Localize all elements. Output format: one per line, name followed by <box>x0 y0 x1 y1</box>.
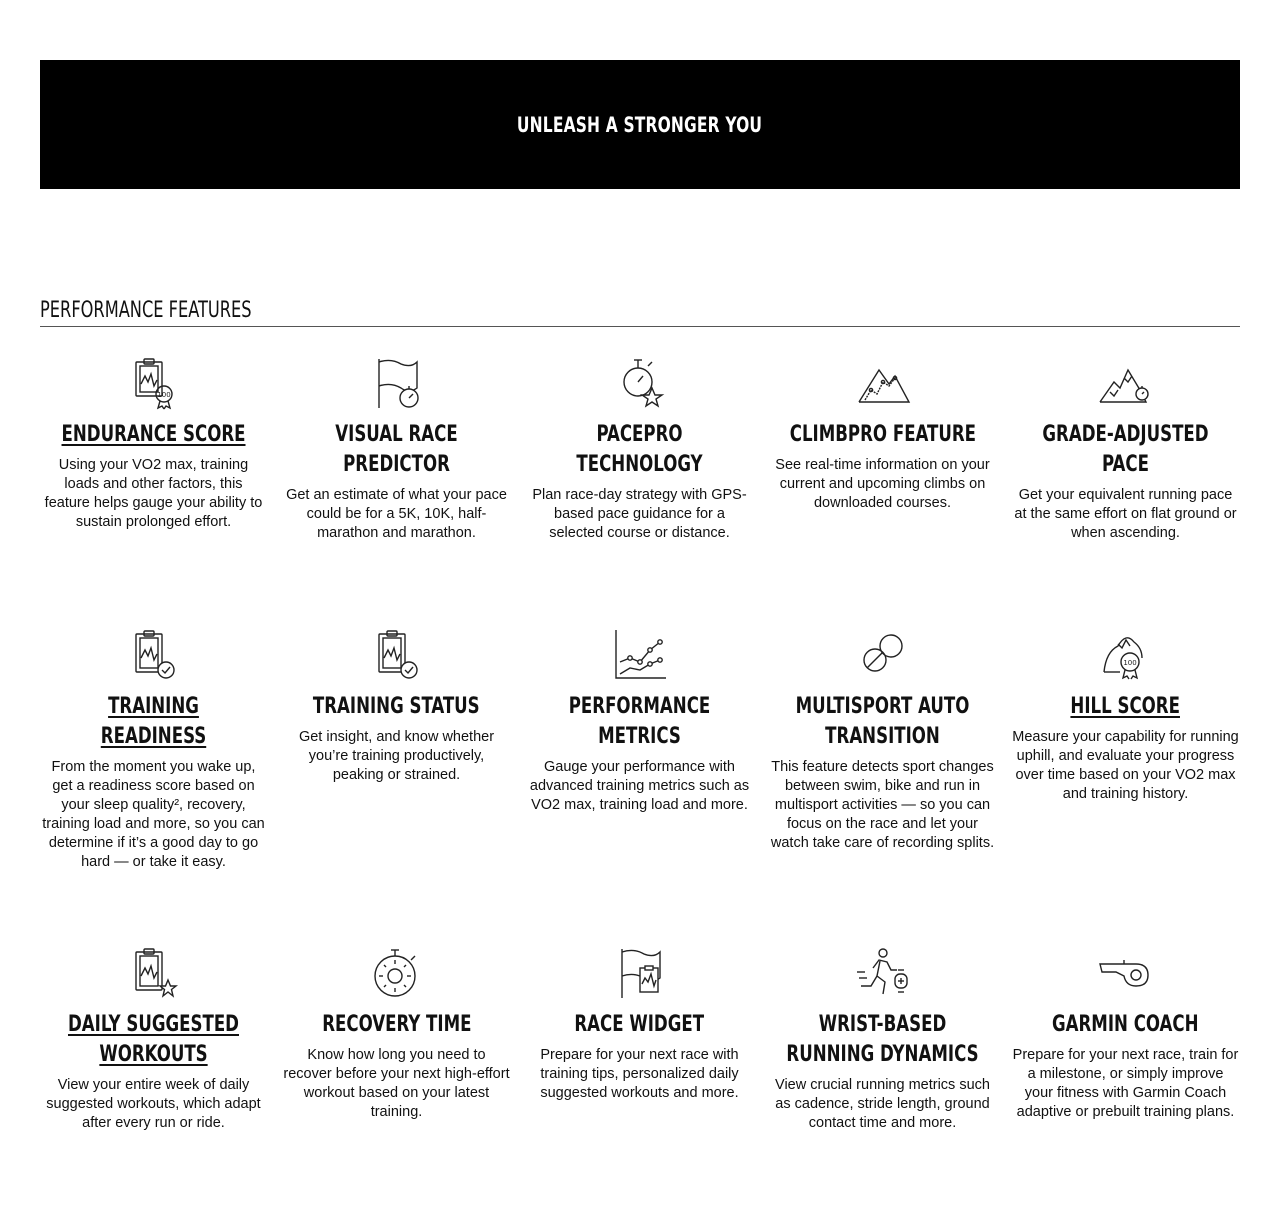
section-title-text: PERFORMANCE FEATURES <box>40 298 252 323</box>
section-title <box>40 297 1240 327</box>
runner-watch-icon <box>853 946 913 1002</box>
whistle-icon <box>1096 946 1156 1002</box>
feature-description: Get your equivalent running pace at the same effort on flat ground or when ascending. <box>1014 487 1237 541</box>
stopwatch-star-icon <box>610 356 670 412</box>
feature-recovery-time <box>279 946 514 1122</box>
feature-hill-score <box>1008 628 1243 804</box>
flag-stopwatch-icon <box>367 356 427 412</box>
feature-title: WRIST-BASED RUNNING DYNAMICS <box>786 1012 979 1067</box>
hero-title: UNLEASH A STRONGER YOU <box>517 112 763 137</box>
feature-description: Get an estimate of what your pace could be for a 5K, 10K, half-marathon and marathon. <box>286 487 507 541</box>
feature-multisport-auto-transition <box>765 628 1000 853</box>
feature-description: Gauge your performance with advanced training metrics such as VO2 max, training load and more. <box>529 759 750 813</box>
feature-training-readiness <box>36 628 271 872</box>
feature-visual-race-predictor <box>279 356 514 543</box>
feature-description: Know how long you need to recover before your next high-effort workout based on your latest training. <box>283 1047 510 1120</box>
feature-title: TRAINING STATUS <box>313 694 480 719</box>
stopwatch-dial-icon <box>367 946 427 1002</box>
feature-performance-metrics <box>522 628 757 815</box>
svg-text:100: 100 <box>156 391 171 399</box>
feature-title: MULTISPORT AUTO TRANSITION <box>795 694 970 749</box>
feature-description: Plan race-day strategy with GPS-based pace guidance for a selected course or distance. <box>532 487 747 541</box>
feature-title: CLIMBPRO FEATURE <box>789 422 976 447</box>
feature-description: Get insight, and know whether you’re training productively, peaking or strained. <box>298 729 495 783</box>
feature-description: Measure your capability for running uphill, and evaluate your progress over time based on your VO2 max and training history. <box>1012 729 1239 802</box>
feature-wrist-based-running-dynamics <box>765 946 1000 1133</box>
flag-clipboard-icon <box>610 946 670 1002</box>
feature-garmin-coach <box>1008 946 1243 1122</box>
svg-text:100: 100 <box>1122 659 1137 667</box>
feature-title: VISUAL RACE PREDICTOR <box>335 422 458 477</box>
hill-award-icon <box>1096 628 1156 684</box>
clipboard-check-icon <box>367 628 427 684</box>
feature-title: RACE WIDGET <box>574 1012 705 1037</box>
feature-title[interactable]: DAILY SUGGESTED WORKOUTS <box>67 1012 239 1067</box>
hero-banner <box>40 60 1240 189</box>
mountain-climb-icon <box>853 356 913 412</box>
feature-daily-suggested-workouts <box>36 946 271 1133</box>
feature-title[interactable]: TRAINING READINESS <box>100 694 207 749</box>
feature-title: GRADE-ADJUSTED PACE <box>1042 422 1209 477</box>
feature-description: Using your VO2 max, training loads and other factors, this feature helps gauge your ability to sustain prolonged effort. <box>44 457 263 530</box>
feature-description: See real-time information on your current and upcoming climbs on downloaded courses. <box>775 457 990 511</box>
feature-description: From the moment you wake up, get a readiness score based on your sleep quality², recovery, training load and more, so you can determine if it’s a good day to go hard — or take it easy. <box>42 759 265 870</box>
feature-title[interactable]: ENDURANCE SCORE <box>61 422 246 447</box>
clipboard-star-icon <box>124 946 184 1002</box>
linked-rings-icon <box>853 628 913 684</box>
clipboard-award-icon <box>124 356 184 412</box>
feature-description: This feature detects sport changes between swim, bike and run in multisport activities — so you can focus on the race and let your watch take care of recording splits. <box>770 759 995 851</box>
feature-title[interactable]: HILL SCORE <box>1070 694 1181 719</box>
feature-race-widget <box>522 946 757 1103</box>
feature-description: Prepare for your next race, train for a milestone, or simply improve your fitness with Garmin Coach adaptive or prebuilt training plans. <box>1012 1047 1239 1120</box>
feature-climbpro <box>765 356 1000 513</box>
feature-description: Prepare for your next race with training tips, personalized daily suggested workouts and more. <box>540 1047 739 1101</box>
feature-title: RECOVERY TIME <box>321 1012 472 1037</box>
feature-pacepro-technology <box>522 356 757 543</box>
line-graph-icon <box>610 628 670 684</box>
feature-grade-adjusted-pace <box>1008 356 1243 543</box>
feature-description: View your entire week of daily suggested workouts, which adapt after every run or ride. <box>46 1077 261 1131</box>
feature-training-status <box>279 628 514 785</box>
feature-title: GARMIN COACH <box>1052 1012 1199 1037</box>
clipboard-check-icon <box>124 628 184 684</box>
feature-title: PACEPRO TECHNOLOGY <box>576 422 703 477</box>
feature-title: PERFORMANCE METRICS <box>568 694 711 749</box>
feature-endurance-score <box>36 356 271 532</box>
feature-description: View crucial running metrics such as cadence, stride length, ground contact time and more. <box>775 1077 990 1131</box>
mountain-stopwatch-icon <box>1096 356 1156 412</box>
